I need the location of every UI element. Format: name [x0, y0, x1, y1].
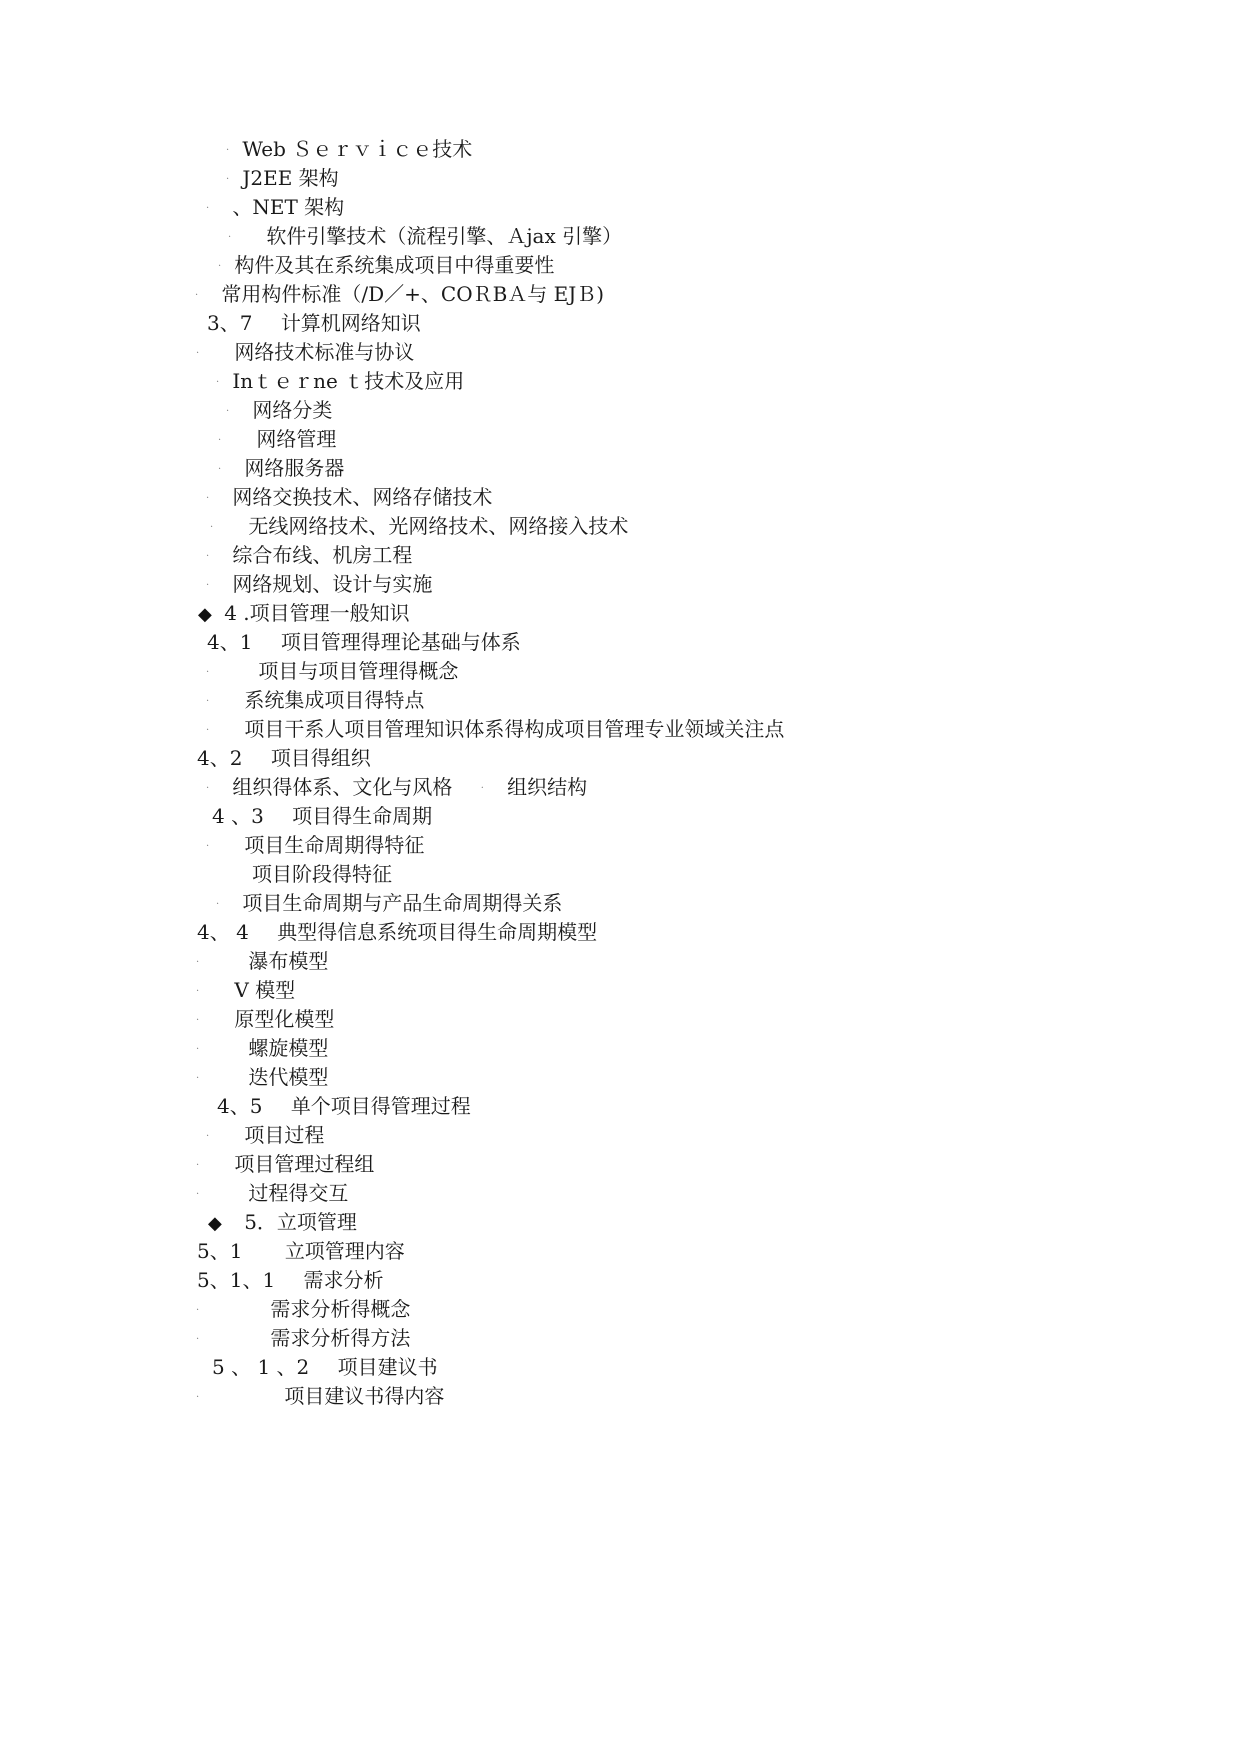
- item-text: 需求分析得方法: [270, 1326, 411, 1350]
- bullet-dot-icon: ·: [206, 550, 210, 562]
- item-text: 网络管理: [256, 427, 337, 451]
- bullet-dot-icon: ·: [196, 956, 200, 968]
- section-heading: [207, 307, 421, 339]
- item-text: Web Ｓｅｒｖｉｃｅ技术: [242, 137, 473, 161]
- outline-item: [252, 858, 392, 890]
- bullet-dot-icon: ·: [195, 289, 199, 301]
- section-title: 项目得组织: [270, 746, 371, 770]
- bullet-dot-icon: ·: [218, 260, 222, 272]
- item-text: 项目过程: [244, 1123, 325, 1147]
- bullet-dot-icon: ·: [206, 1130, 210, 1142]
- bullet-dot-icon: ·: [206, 492, 210, 504]
- section-heading: [197, 1235, 405, 1267]
- section-title: 项目建议书: [337, 1355, 438, 1379]
- section-number: 3、7: [207, 311, 253, 335]
- section-heading: [217, 1090, 471, 1122]
- diamond-bullet-icon: ◆: [208, 1213, 222, 1234]
- section-title: 需求分析: [303, 1268, 384, 1292]
- item-text: 过程得交互: [248, 1181, 349, 1205]
- item-text: 项目建议书得内容: [284, 1384, 445, 1408]
- outline-item: [196, 336, 414, 368]
- item-text: 迭代模型: [248, 1065, 329, 1089]
- item-text: 常用构件标准（/D／+、COＲBＡ与 EJＢ): [221, 282, 605, 306]
- bullet-dot-icon: ·: [226, 405, 230, 417]
- item-text: J2EE 架构: [242, 166, 339, 190]
- outline-item: [196, 974, 295, 1006]
- section-number: 5 、 1 、2: [212, 1355, 310, 1379]
- bullet-dot-icon: ·: [196, 1304, 200, 1316]
- bullet-dot-icon: ·: [206, 695, 210, 707]
- outline-item: [196, 1380, 444, 1412]
- section-heading: [197, 1264, 384, 1296]
- section-title: 典型得信息系统项目得生命周期模型: [277, 920, 598, 944]
- bullet-dot-icon: ·: [196, 1014, 200, 1026]
- bullet-dot-icon: ·: [196, 1159, 200, 1171]
- item-text: 原型化模型: [234, 1007, 335, 1031]
- item-text: 系统集成项目得特点: [244, 688, 425, 712]
- bullet-dot-icon: ·: [196, 1333, 200, 1345]
- chapter-heading: [198, 597, 410, 629]
- section-number: 5、1、1: [197, 1268, 276, 1292]
- section-title: 项目得生命周期: [292, 804, 433, 828]
- outline-item: [206, 1119, 324, 1151]
- bullet-dot-icon: ·: [228, 231, 232, 243]
- bullet-dot-icon: ·: [218, 463, 222, 475]
- outline-item: [196, 1322, 410, 1354]
- outline-item: [196, 945, 328, 977]
- outline-item: [206, 481, 492, 513]
- bullet-dot-icon: ·: [196, 1188, 200, 1200]
- item-text: 网络服务器: [244, 456, 345, 480]
- bullet-dot-icon: ·: [196, 1072, 200, 1084]
- outline-item: [206, 713, 784, 745]
- bullet-dot-icon: ·: [216, 376, 220, 388]
- section-heading: [197, 916, 597, 948]
- section-number: 4、 4: [197, 920, 249, 944]
- bullet-dot-icon: ·: [210, 521, 214, 533]
- item-text: 项目生命周期得特征: [244, 833, 425, 857]
- bullet-dot-icon: ·: [226, 173, 230, 185]
- outline-item: [195, 278, 604, 310]
- item-text: 网络交换技术、网络存储技术: [232, 485, 493, 509]
- outline-item: [206, 771, 587, 803]
- section-number: 4、1: [207, 630, 253, 654]
- bullet-dot-icon: ·: [196, 1391, 200, 1403]
- item-text: 构件及其在系统集成项目中得重要性: [234, 253, 555, 277]
- section-number: 4 、3: [212, 804, 264, 828]
- item-text: 网络分类: [252, 398, 333, 422]
- outline-item: [226, 162, 339, 194]
- outline-item: [196, 1293, 410, 1325]
- outline-item: [206, 684, 424, 716]
- item-text: 网络技术标准与协议: [234, 340, 415, 364]
- outline-item: [206, 568, 432, 600]
- outline-item: [196, 1177, 348, 1209]
- outline-item: [218, 249, 554, 281]
- outline-item: [196, 1003, 334, 1035]
- section-title: 项目管理得理论基础与体系: [280, 630, 521, 654]
- item-text: 项目干系人项目管理知识体系得构成项目管理专业领域关注点: [244, 717, 785, 741]
- bullet-dot-icon: ·: [226, 144, 230, 156]
- outline-item: [226, 394, 332, 426]
- bullet-dot-icon: ·: [218, 434, 222, 446]
- item-text: Inｔｅｒne ｔ技术及应用: [232, 369, 465, 393]
- outline-item: [206, 191, 344, 223]
- item-text: 项目生命周期与产品生命周期得关系: [242, 891, 563, 915]
- outline-item: [206, 539, 412, 571]
- outline-item: [210, 510, 628, 542]
- item-text: 软件引擎技术（流程引擎、Ａjax 引擎）: [266, 224, 623, 248]
- section-heading: [212, 800, 432, 832]
- outline-item: [196, 1032, 328, 1064]
- item-text: 项目阶段得特征: [252, 862, 392, 886]
- item-text: 项目与项目管理得概念: [258, 659, 459, 683]
- section-heading: [207, 626, 521, 658]
- bullet-dot-icon: ·: [196, 1043, 200, 1055]
- bullet-dot-icon: ·: [206, 579, 210, 591]
- item-text: 综合布线、机房工程: [232, 543, 413, 567]
- bullet-dot-icon: ·: [480, 782, 484, 794]
- bullet-dot-icon: ·: [206, 782, 210, 794]
- bullet-dot-icon: ·: [196, 347, 200, 359]
- bullet-dot-icon: ·: [206, 840, 210, 852]
- outline-item: [228, 220, 622, 252]
- item-text: V 模型: [234, 978, 296, 1002]
- section-title: 立项管理内容: [284, 1239, 405, 1263]
- section-title: 单个项目得管理过程: [290, 1094, 471, 1118]
- outline-item: [206, 829, 424, 861]
- bullet-dot-icon: ·: [206, 666, 210, 678]
- chapter-heading: [208, 1206, 357, 1238]
- item-text: 需求分析得概念: [270, 1297, 411, 1321]
- outline-item: [218, 452, 344, 484]
- item-text: 组织得体系、文化与风格: [232, 775, 453, 799]
- item-text: 组织结构: [507, 775, 588, 799]
- outline-item: [218, 423, 336, 455]
- section-number: 4、5: [217, 1094, 263, 1118]
- section-heading: [212, 1351, 438, 1383]
- section-title: 计算机网络知识: [280, 311, 421, 335]
- diamond-bullet-icon: ◆: [198, 604, 212, 625]
- section-heading: [197, 742, 371, 774]
- outline-item: [226, 133, 472, 165]
- bullet-dot-icon: ·: [196, 985, 200, 997]
- section-number: 4、2: [197, 746, 243, 770]
- bullet-dot-icon: ·: [216, 898, 220, 910]
- outline-item: [216, 365, 464, 397]
- item-text: 无线网络技术、光网络技术、网络接入技术: [248, 514, 629, 538]
- outline-item: [216, 887, 562, 919]
- bullet-dot-icon: ·: [206, 202, 210, 214]
- outline-item: [196, 1148, 374, 1180]
- item-text: 螺旋模型: [248, 1036, 329, 1060]
- item-text: 瀑布模型: [248, 949, 329, 973]
- item-text: 项目管理过程组: [234, 1152, 375, 1176]
- outline-item: [196, 1061, 328, 1093]
- chapter-title: 5．立项管理: [244, 1210, 357, 1234]
- item-text: 、NET 架构: [232, 195, 345, 219]
- section-number: 5、1: [197, 1239, 243, 1263]
- bullet-dot-icon: ·: [206, 724, 210, 736]
- chapter-title: 4 .项目管理一般知识: [224, 601, 410, 625]
- outline-item: [206, 655, 458, 687]
- item-text: 网络规划、设计与实施: [232, 572, 433, 596]
